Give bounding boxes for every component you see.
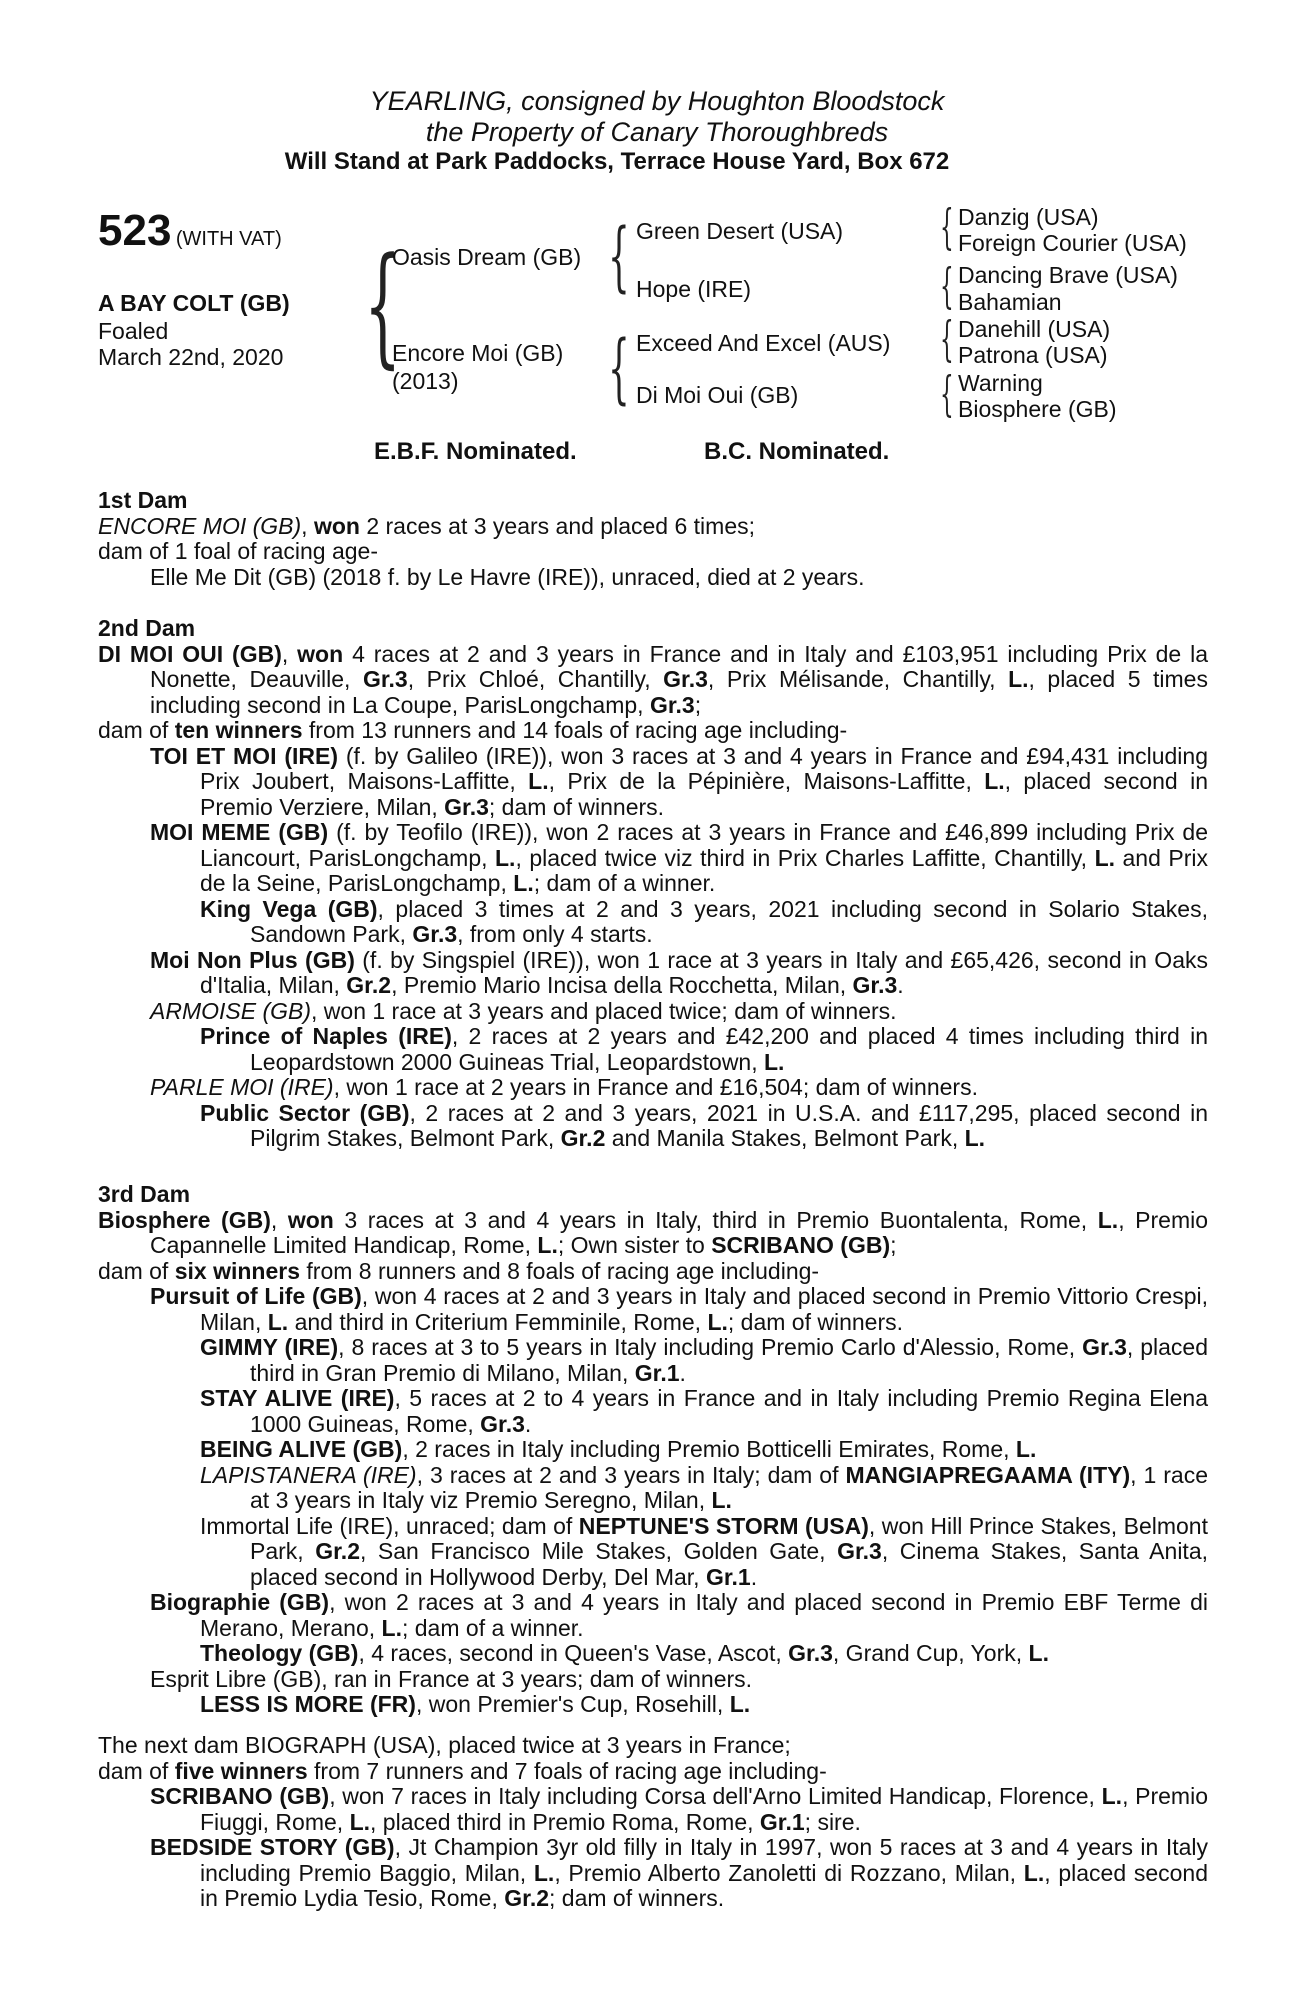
- progeny-parle-moi: PARLE MOI (IRE), won 1 race at 2 years in France and £16,504; dam of winners.: [150, 1074, 978, 1100]
- bc-nominated: B.C. Nominated.: [704, 438, 890, 465]
- third-dam-entry: Biosphere (GB), won 3 races at 3 and 4 years in Italy, third in Premio Buontalenta, Rome, L., Premio Capannelle Limited Handicap, Rome, L.; Own sister to SCRIBANO (GB);: [98, 1206, 1209, 1258]
- progeny-public-sector: Public Sector (GB), 2 races at 2 and 3 years, 2021 in U.S.A. and £117,295, placed second in Pilgrim Stakes, Belmont Park, Gr.2 and Manila Stakes, Belmont Park, L.: [200, 1099, 1208, 1151]
- pedigree-dam-sire: Exceed And Excel (AUS): [636, 330, 891, 356]
- ebf-nominated: E.B.F. Nominated.: [374, 438, 577, 465]
- second-dam-winners: dam of ten winners from 13 runners and 14 foals of racing age including-: [98, 717, 848, 743]
- progeny-moi-meme: MOI MEME (GB) (f. by Teofilo (IRE)), won 2 races at 3 years in France and £46,899 including Prix de Liancourt, ParisLongchamp, L., placed twice viz third in Prix Charles Laffitte, Chantilly, L. and Prix de la Seine, ParisLongchamp, L.; dam of a winner.: [150, 819, 1209, 896]
- progeny-lapistanera: LAPISTANERA (IRE), 3 races at 2 and 3 years in Italy; dam of MANGIAPREGAAMA (ITY), 1 race at 3 years in Italy viz Premio Seregno, Milan, L.: [200, 1461, 1209, 1513]
- progeny-gimmy: GIMMY (IRE), 8 races at 3 to 5 years in Italy including Premio Carlo d'Alessio, Rome, Gr.3, placed third in Gran Premio di Milano, Milan, Gr.1.: [200, 1334, 1209, 1386]
- sire-line-brace: {: [608, 211, 630, 300]
- progeny-armoise: ARMOISE (GB), won 1 race at 3 years and placed twice; dam of winners.: [150, 997, 897, 1024]
- pedigree-sire-sire: Green Desert (USA): [636, 218, 844, 244]
- header-location: Will Stand at Park Paddocks, Terrace House Yard, Box 672: [284, 148, 950, 175]
- g-brace-2: {: [940, 258, 954, 314]
- header-consignor: YEARLING, consigned by Houghton Bloodstock: [369, 86, 945, 116]
- first-dam-heading: 1st Dam: [98, 487, 188, 513]
- third-dam-winners: dam of six winners from 8 runners and 8 foals of racing age including-: [98, 1257, 820, 1284]
- pedigree-sire: Oasis Dream (GB): [392, 244, 582, 270]
- progeny-toi-et-moi: TOI ET MOI (IRE) (f. by Galileo (IRE)), won 3 races at 3 and 4 years in France and £94,431 including Prix Joubert, Maisons-Laffitte, L., Prix de la Pépinière, Maisons-Laffitte, L., placed second in Premio Verziere, Milan, Gr.3; dam of winners.: [150, 742, 1208, 820]
- pedigree-dam: Encore Moi (GB): [392, 340, 564, 366]
- third-dam-heading: 3rd Dam: [98, 1181, 191, 1207]
- progeny-being-alive: BEING ALIVE (GB), 2 races in Italy including Premio Botticelli Emirates, Rome, L.: [200, 1436, 1037, 1462]
- pedigree-g4: Bahamian: [958, 289, 1062, 315]
- g-brace-1: {: [940, 199, 954, 255]
- pedigree-g3: Dancing Brave (USA): [958, 262, 1178, 288]
- lot-title: A BAY COLT (GB): [98, 290, 290, 316]
- pedigree-g1: Danzig (USA): [958, 204, 1099, 230]
- progeny-esprit-libre: Esprit Libre (GB), ran in France at 3 years; dam of winners.: [150, 1665, 753, 1692]
- first-dam-progeny: Elle Me Dit (GB) (2018 f. by Le Havre (IRE)), unraced, died at 2 years.: [150, 563, 865, 590]
- progeny-less-is-more: LESS IS MORE (FR), won Premier's Cup, Rosehill, L.: [200, 1691, 751, 1717]
- foaled-date: March 22nd, 2020: [98, 344, 284, 370]
- progeny-pursuit-of-life: Pursuit of Life (GB), won 4 races at 2 and 3 years in Italy and placed second in Premio Vittorio Crespi, Milan, L. and third in Criterium Femminile, Rome, L.; dam of winners.: [150, 1283, 1208, 1335]
- next-dam-intro: The next dam BIOGRAPH (USA), placed twice at 3 years in France;: [98, 1732, 791, 1758]
- lot-number: 523: [98, 206, 172, 255]
- second-dam-heading: 2nd Dam: [98, 615, 196, 641]
- sire-dam-brace: {: [364, 229, 402, 381]
- progeny-theology: Theology (GB), 4 races, second in Queen's Vase, Ascot, Gr.3, Grand Cup, York, L.: [200, 1640, 1049, 1666]
- progeny-prince-of-naples: Prince of Naples (IRE), 2 races at 2 years and £42,200 and placed 4 times including third in Leopardstown 2000 Guineas Trial, Leopardstown, L.: [200, 1023, 1208, 1075]
- progeny-king-vega: King Vega (GB), placed 3 times at 2 and 3 years, 2021 including second in Solario Stakes, Sandown Park, Gr.3, from only 4 starts.: [200, 895, 1208, 947]
- progeny-bedside-story: BEDSIDE STORY (GB), Jt Champion 3yr old filly in Italy in 1997, won 5 races at 3 and 4 years in Italy including Premio Baggio, Milan, L., Premio Alberto Zanoletti di Rozzano, Milan, L., placed second in Premio Lydia Tesio, Rome, Gr.2; dam of winners.: [150, 1834, 1208, 1911]
- progeny-biographie: Biographie (GB), won 2 races at 3 and 4 years in Italy and placed second in Premio EBF Terme di Merano, Merano, L.; dam of a winner.: [150, 1589, 1208, 1641]
- pedigree-g2: Foreign Courier (USA): [958, 230, 1187, 256]
- first-dam-section: [98, 488, 1208, 590]
- foaled-label: Foaled: [98, 318, 169, 344]
- second-dam-entry: DI MOI OUI (GB), won 4 races at 2 and 3 years in France and in Italy and £103,951 including Prix de la Nonette, Deauville, Gr.3, Prix Chloé, Chantilly, Gr.3, Prix Mélisande, Chantilly, L., placed 5 times including second in La Coupe, ParisLongchamp, Gr.3;: [98, 640, 1208, 718]
- pedigree-g5: Danehill (USA): [958, 316, 1111, 342]
- next-dam-winners: dam of five winners from 7 runners and 7 foals of racing age including-: [98, 1757, 827, 1784]
- header-property: the Property of Canary Thoroughbreds: [425, 117, 889, 147]
- pedigree-dam-dam: Di Moi Oui (GB): [636, 382, 799, 408]
- pedigree-dam-year: (2013): [392, 368, 459, 394]
- pedigree-sire-dam: Hope (IRE): [636, 276, 752, 302]
- pedigree-g6: Patrona (USA): [958, 342, 1108, 368]
- first-dam-entry: ENCORE MOI (GB), won 2 races at 3 years and placed 6 times;: [98, 512, 755, 539]
- g-brace-4: {: [940, 366, 954, 422]
- progeny-stay-alive: STAY ALIVE (IRE), 5 races at 2 to 4 years in France and in Italy including Premio Regina Elena 1000 Guineas, Rome, Gr.3.: [200, 1385, 1208, 1437]
- g-brace-3: {: [940, 311, 954, 367]
- first-dam-foals: dam of 1 foal of racing age-: [98, 538, 378, 564]
- second-dam-section: [98, 616, 1208, 1152]
- pedigree-g7: Warning: [958, 370, 1043, 396]
- dam-line-brace: {: [608, 323, 630, 412]
- pedigree-g8: Biosphere (GB): [958, 396, 1117, 422]
- vat-label: (WITH VAT): [175, 228, 282, 250]
- next-dam-section: [98, 1733, 1208, 1912]
- progeny-immortal-life: Immortal Life (IRE), unraced; dam of NEPTUNE'S STORM (USA), won Hill Prince Stakes, Belmont Park, Gr.2, San Francisco Mile Stakes, Golden Gate, Gr.3, Cinema Stakes, Santa Anita, placed second in Hollywood Derby, Del Mar, Gr.1.: [200, 1512, 1208, 1590]
- progeny-moi-non-plus: Moi Non Plus (GB) (f. by Singspiel (IRE)), won 1 race at 3 years in Italy and £65,426, second in Oaks d'Italia, Milan, Gr.2, Premio Mario Incisa della Rocchetta, Milan, Gr.3.: [150, 946, 1208, 998]
- lot-number-block: [98, 206, 282, 256]
- third-dam-section: [98, 1182, 1208, 1718]
- progeny-scribano: SCRIBANO (GB), won 7 races in Italy including Corsa dell'Arno Limited Handicap, Florence, L., Premio Fiuggi, Rome, L., placed third in Premio Roma, Rome, Gr.1; sire.: [150, 1783, 1208, 1835]
